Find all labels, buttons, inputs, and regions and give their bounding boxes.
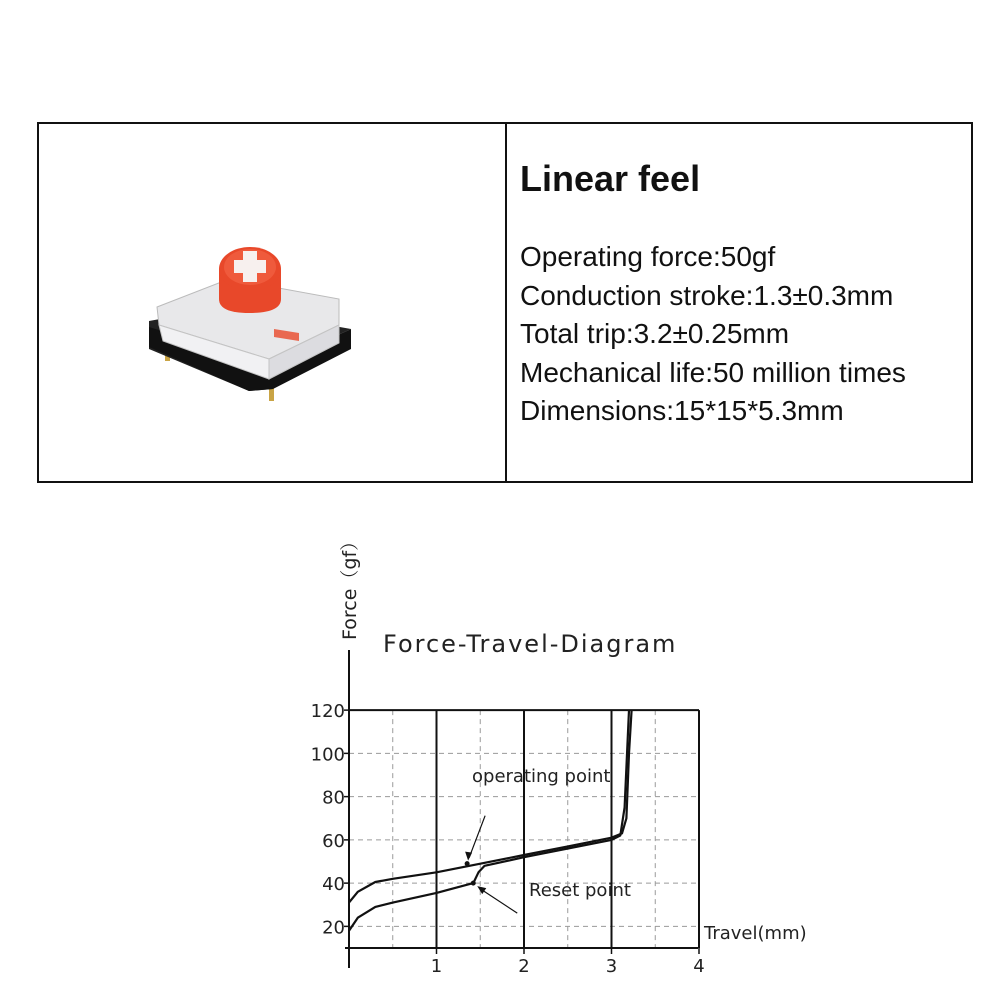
- reset-point-arrowhead: [477, 886, 486, 894]
- x-tick-label: 4: [693, 956, 705, 977]
- x-tick-label: 2: [518, 956, 530, 977]
- y-tick-label: 60: [322, 830, 345, 852]
- y-tick-label: 20: [322, 917, 345, 939]
- operating-point-arrow: [469, 816, 485, 858]
- y-tick-label: 100: [310, 744, 345, 766]
- y-tick-label: 120: [310, 701, 345, 723]
- x-tick-label: 3: [605, 956, 618, 977]
- reset-point-marker: [471, 881, 476, 886]
- y-tick-label: 80: [322, 787, 345, 809]
- reset-point-label: Reset point: [529, 880, 631, 901]
- series-line-1: [349, 710, 632, 903]
- chart-grid: [349, 710, 699, 948]
- spec-conduction-stroke: Conduction stroke:1.3±0.3mm: [520, 279, 894, 311]
- spec-mechanical-life: Mechanical life:50 million times: [520, 356, 906, 388]
- spec-dimensions: Dimensions:15*15*5.3mm: [520, 395, 844, 426]
- chart-axes: [345, 650, 698, 968]
- chart-title: Force-Travel-Diagram: [383, 630, 678, 658]
- spec-operating-force: Operating force:50gf: [520, 241, 776, 272]
- x-axis-label: Travel(mm): [704, 923, 807, 944]
- spec-title: Linear feel: [520, 158, 701, 199]
- x-tick-label: 1: [430, 956, 443, 977]
- operating-point-marker: [465, 861, 470, 866]
- operating-point-label: operating point: [472, 766, 611, 787]
- operating-point-arrowhead: [465, 852, 472, 861]
- y-axis-label: Force（gf）: [339, 531, 361, 640]
- chart-ticks: [311, 701, 705, 977]
- y-tick-label: 40: [322, 874, 345, 896]
- spec-total-trip: Total trip:3.2±0.25mm: [520, 318, 790, 349]
- reset-point-arrow: [479, 888, 517, 913]
